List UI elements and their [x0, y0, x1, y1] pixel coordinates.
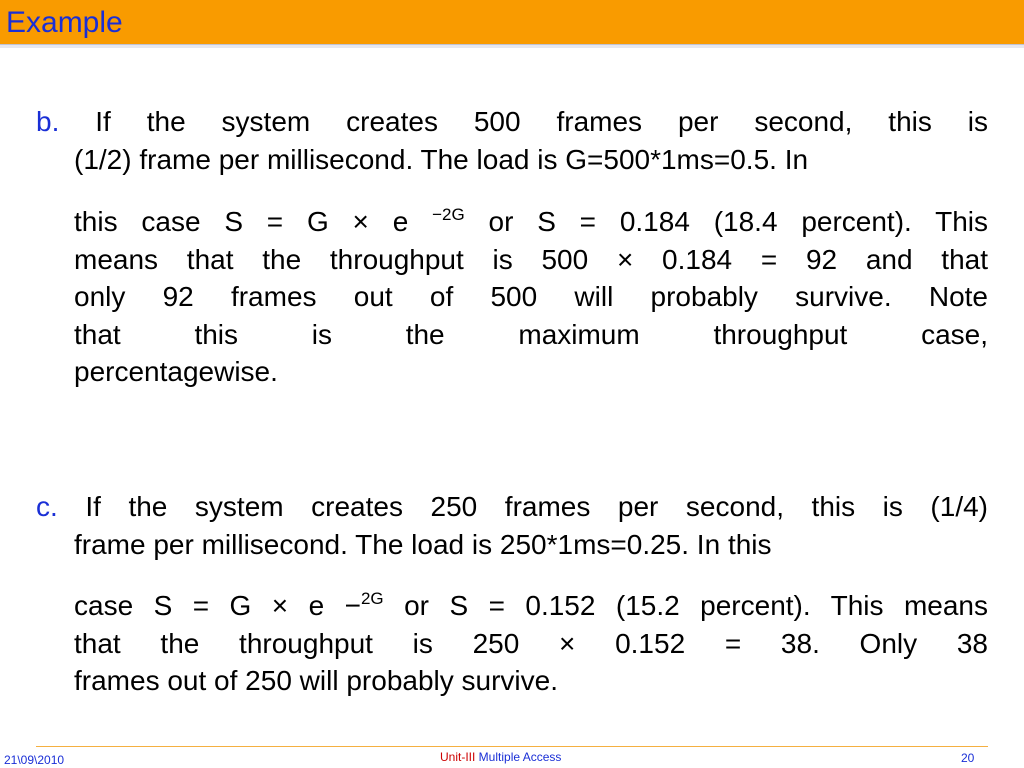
paragraph-c-line-5: frames out of 250 will probably survive. [74, 665, 558, 696]
footer-date: 21\09\2010 [4, 753, 65, 767]
paragraph-b-line-5: only 92 frames out of 500 will probably survive. Note [74, 281, 988, 312]
paragraph-b-line-1: b. If the system creates 500 frames per second, this is [36, 106, 988, 137]
footer-unit: Unit-III [440, 750, 476, 764]
paragraph-b-line-7: percentagewise. [74, 356, 278, 387]
paragraph-b-continued [36, 203, 988, 391]
exponent-b: −2G [432, 205, 465, 224]
list-marker-c: c. [36, 491, 58, 522]
exponent-c: 2G [360, 589, 384, 608]
header-bar [0, 0, 1024, 44]
paragraph-c-line-4: that the throughput is 250 × 0.152 = 38. Only 38 [74, 627, 988, 659]
formula-b: this case S = G × e $^{-2G}$ or S = 0.184 (18.4 percent). This [74, 205, 989, 237]
paragraph-b-line-4: means that the throughput is 500 × 0.184 = 92 and that [74, 243, 988, 275]
paragraph-b-line-6: that this is the maximum throughput case, [74, 318, 988, 350]
paragraph-c-line-1: c. If the system creates 250 frames per second, this is (1/4) [36, 491, 989, 522]
paragraph-b-line-2: (1/2) frame per millisecond. The load is G=500*1ms=0.5. In [74, 143, 809, 175]
header-rule [0, 44, 1024, 48]
footer-course [440, 750, 561, 764]
footer-topic: Multiple Access [475, 750, 562, 764]
paragraph-b [36, 103, 988, 178]
footer-rule [36, 746, 988, 747]
paragraph-c-line-2: frame per millisecond. The load is 250*1ms=0.25. In this [74, 528, 772, 560]
paragraph-c-continued [36, 587, 988, 700]
page-number: 20 [961, 751, 975, 765]
slide-title: Example [6, 6, 123, 39]
list-marker-b: b. [36, 106, 60, 137]
formula-c: case S = G × e −$^{2G}$ or S = 0.152 (15.2 percent). This means [74, 589, 988, 621]
paragraph-c [36, 488, 988, 563]
